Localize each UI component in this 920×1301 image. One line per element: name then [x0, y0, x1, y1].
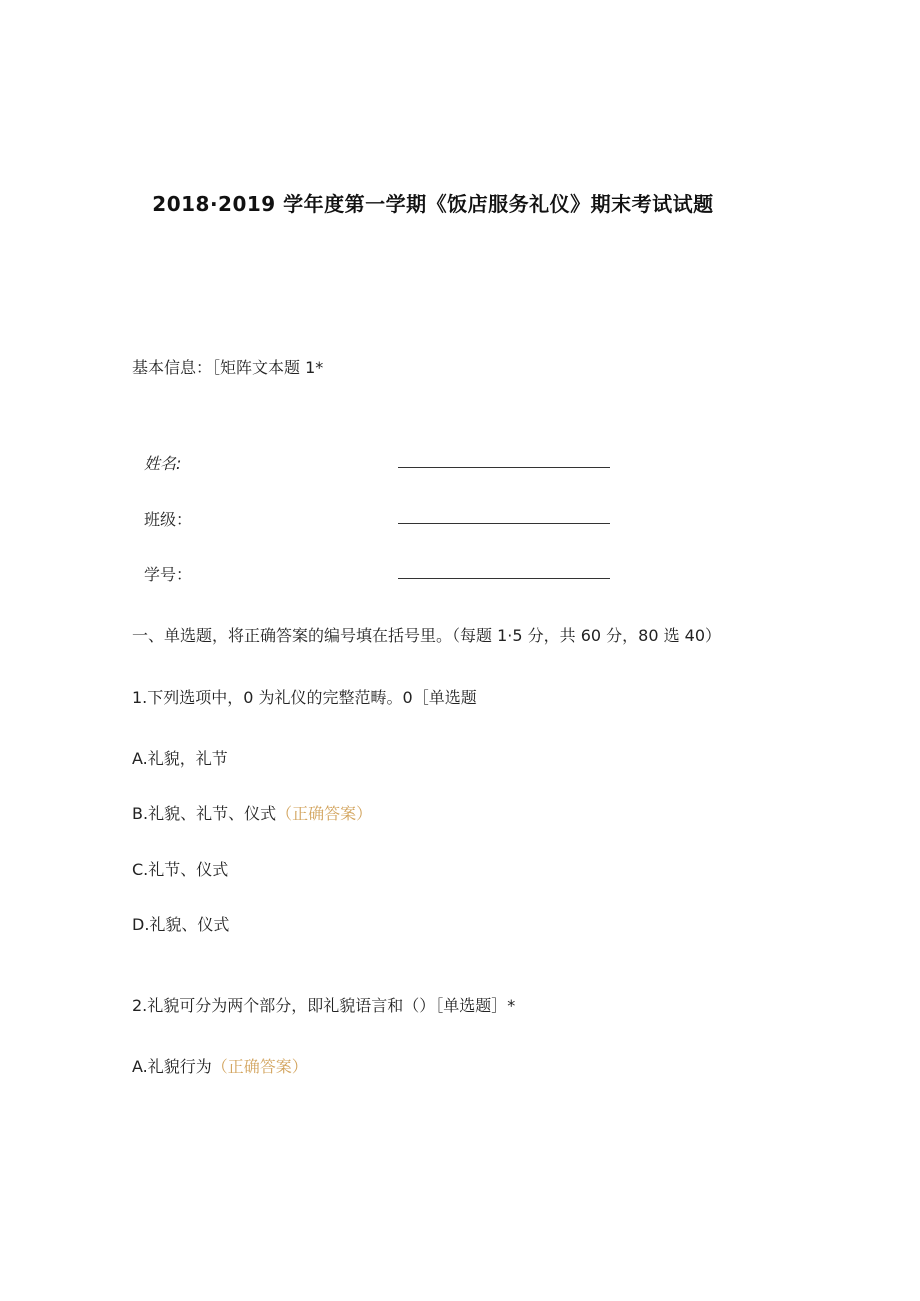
correct-answer-mark: （正确答案）	[211, 1057, 308, 1076]
name-field-label: 姓名:	[144, 454, 182, 473]
question-1-option-d	[132, 912, 229, 935]
question-1-option-a	[132, 746, 228, 769]
question-2-text: 2.礼貌可分为两个部分，即礼貌语言和（）［单选题］*	[132, 996, 516, 1015]
class-field-label: 班级：	[144, 510, 193, 529]
option-text: C.礼节、仪式	[132, 860, 229, 879]
option-text: A.礼貌，礼节	[132, 749, 228, 768]
document-title: 2018·2019 学年度第一学期《饭店服务礼仪》期末考试试题	[152, 192, 714, 216]
option-text: D.礼貌、仪式	[132, 915, 230, 934]
question-1-option-b	[132, 801, 372, 824]
student-id-field-label: 学号：	[144, 565, 193, 584]
question-1-option-c	[132, 857, 228, 880]
class-field-blank[interactable]	[398, 523, 610, 524]
option-text: B.礼貌、礼节、仪式	[132, 804, 277, 823]
student-id-field-blank[interactable]	[398, 578, 610, 579]
basic-info-header: 基本信息：［矩阵文本题 1*	[132, 358, 324, 377]
correct-answer-mark: （正确答案）	[276, 804, 373, 823]
section-one-heading: 一、单选题，将正确答案的编号填在括号里。（每题 1·5 分，共 60 分，80 选 40）	[132, 626, 722, 645]
option-text: A.礼貌行为	[132, 1057, 212, 1076]
question-2-option-a	[132, 1054, 308, 1077]
question-1-text: 1.下列选项中，0 为礼仪的完整范畴。0［单选题	[132, 688, 477, 707]
name-field-blank[interactable]	[398, 467, 610, 468]
